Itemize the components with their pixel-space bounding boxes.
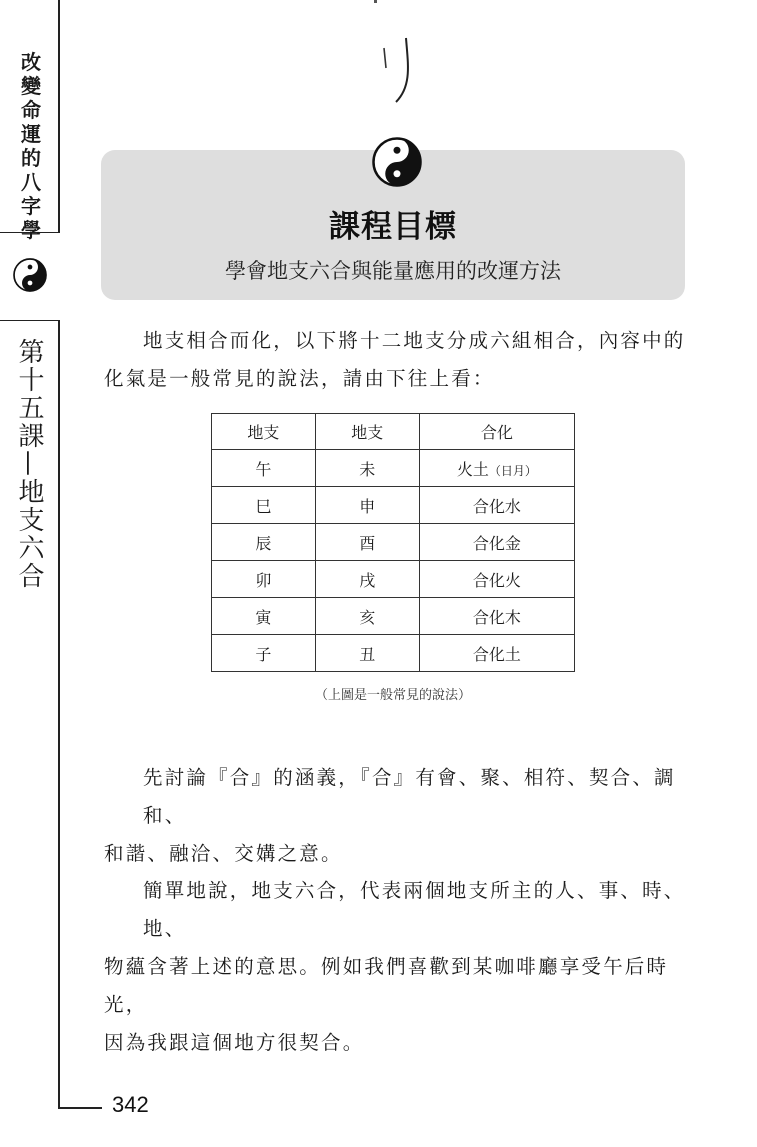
- book-title: 改變命運的八字學: [21, 50, 41, 242]
- branch-cell: 辰: [212, 524, 316, 561]
- sidebar-rule-top: [58, 0, 60, 232]
- table-header-row: [212, 414, 575, 450]
- combination-cell: 合化水: [419, 487, 574, 524]
- meaning-paragraph: [104, 759, 694, 873]
- branch-cell: 午: [212, 450, 316, 487]
- header-combination: 合化: [419, 414, 574, 450]
- sidebar-divider-bottom: [0, 320, 60, 321]
- combination-note: （日月）: [488, 463, 537, 478]
- yin-yang-icon: [372, 137, 422, 187]
- branch-cell: 申: [315, 487, 419, 524]
- table-row: [212, 450, 575, 487]
- combination-cell: 合化木: [419, 598, 574, 635]
- sidebar-rule-bottom: [58, 320, 60, 1108]
- header-branch-2: 地支: [315, 414, 419, 450]
- table-row: [212, 524, 575, 561]
- header-branch-1: 地支: [212, 414, 316, 450]
- example-paragraph: [104, 872, 694, 1062]
- yin-yang-icon: [13, 258, 47, 292]
- table-caption: （上圖是一般常見的說法）: [314, 688, 471, 703]
- table-row: [212, 635, 575, 672]
- example-line-1: 簡單地說，地支六合，代表兩個地支所主的人、事、時、地、: [143, 879, 686, 940]
- chapter-title: 第十五課—地支六合: [14, 338, 44, 590]
- combination-cell: 合化火: [419, 561, 574, 598]
- banner-title: 課程目標: [329, 209, 457, 245]
- branch-cell: 子: [212, 635, 316, 672]
- branch-cell: 亥: [315, 598, 419, 635]
- combination-cell: 合化金: [419, 524, 574, 561]
- branch-cell: 戌: [315, 561, 419, 598]
- six-combinations-table: [211, 413, 575, 672]
- example-line-3: 因為我跟這個地方很契合。: [104, 1031, 365, 1054]
- handwritten-mark: [370, 34, 420, 106]
- intro-line-1: 地支相合而化，以下將十二地支分成六組相合，內容中的: [143, 329, 686, 352]
- meaning-line-2: 和諧、融洽、交媾之意。: [104, 842, 343, 865]
- branch-cell: 巳: [212, 487, 316, 524]
- branch-cell: 未: [315, 450, 419, 487]
- table-row: [212, 598, 575, 635]
- scan-mark: [374, 0, 377, 3]
- branch-cell: 酉: [315, 524, 419, 561]
- banner-subtitle: 學會地支六合與能量應用的改運方法: [225, 259, 561, 283]
- table-row: [212, 561, 575, 598]
- intro-line-2: 化氣是一般常見的說法，請由下往上看：: [104, 367, 495, 390]
- intro-paragraph: [104, 322, 694, 398]
- branch-cell: 卯: [212, 561, 316, 598]
- branch-cell: 丑: [315, 635, 419, 672]
- meaning-line-1: 先討論『合』的涵義，『合』有會、聚、相符、契合、調和、: [143, 766, 676, 827]
- table-row: [212, 487, 575, 524]
- combination-cell: [419, 450, 574, 487]
- branch-cell: 寅: [212, 598, 316, 635]
- combination-cell: 合化土: [419, 635, 574, 672]
- combination-value: 火土: [456, 459, 489, 479]
- footer-rule: [58, 1107, 102, 1109]
- example-line-2: 物蘊含著上述的意思。例如我們喜歡到某咖啡廳享受午后時光，: [104, 955, 669, 1016]
- page-number: 342: [112, 1092, 149, 1117]
